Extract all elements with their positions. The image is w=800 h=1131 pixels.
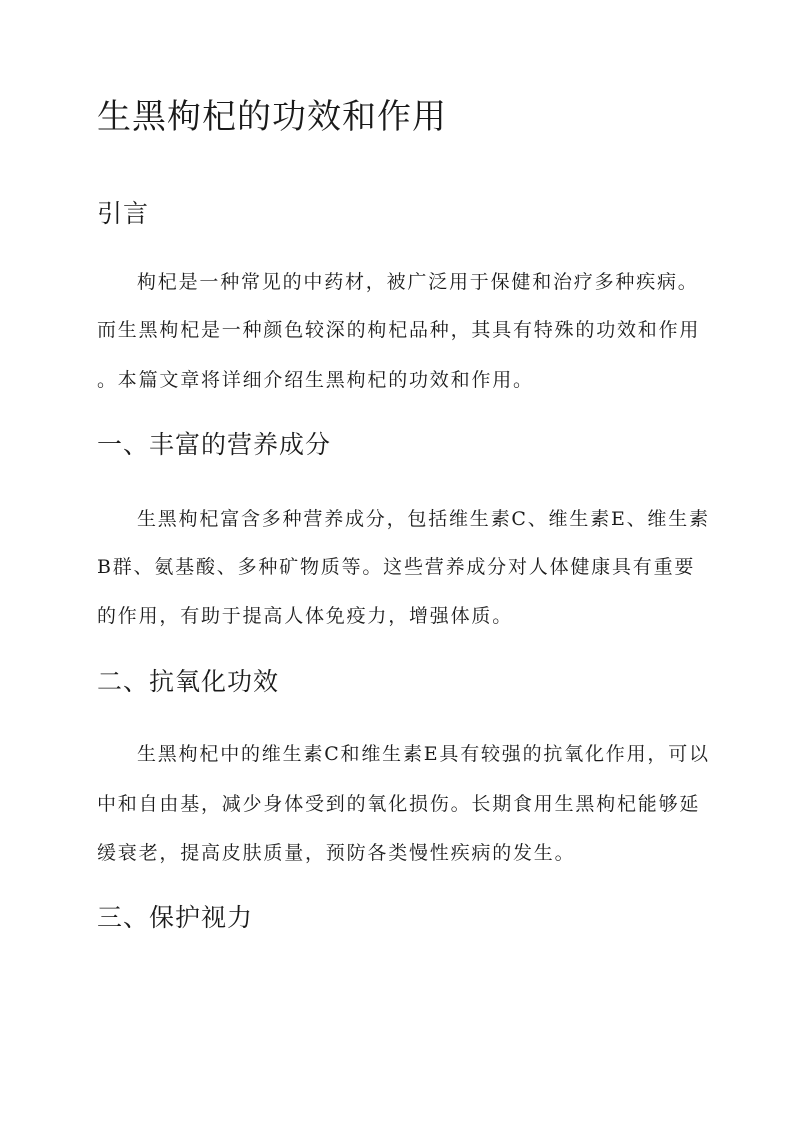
page-title: 生黑枸杞的功效和作用 (97, 97, 447, 137)
intro-paragraph-line: 而生黑枸杞是一种颜色较深的枸杞品种，其具有特殊的功效和作用 (97, 319, 701, 341)
section-heading-antioxidant: 二、抗氧化功效 (97, 667, 280, 696)
nutrition-paragraph-line: 的作用，有助于提高人体免疫力，增强体质。 (97, 605, 514, 627)
section-heading-nutrition: 一、丰富的营养成分 (97, 430, 332, 459)
intro-paragraph-line: 枸杞是一种常见的中药材，被广泛用于保健和治疗多种疾病。 (137, 271, 699, 293)
nutrition-paragraph-line: 生黑枸杞富含多种营养成分，包括维生素C、维生素E、维生素 (137, 508, 710, 530)
section-heading-intro: 引言 (97, 199, 150, 228)
nutrition-paragraph-line: B群、氨基酸、多种矿物质等。这些营养成分对人体健康具有重要 (97, 556, 696, 578)
antioxidant-paragraph-line: 中和自由基，减少身体受到的氧化损伤。长期食用生黑枸杞能够延 (97, 793, 701, 815)
intro-paragraph-line: 。本篇文章将详细介绍生黑枸杞的功效和作用。 (97, 369, 534, 391)
antioxidant-paragraph-line: 缓衰老，提高皮肤质量，预防各类慢性疾病的发生。 (97, 842, 576, 864)
section-heading-vision: 三、保护视力 (97, 903, 254, 932)
antioxidant-paragraph-line: 生黑枸杞中的维生素C和维生素E具有较强的抗氧化作用，可以 (137, 743, 710, 765)
